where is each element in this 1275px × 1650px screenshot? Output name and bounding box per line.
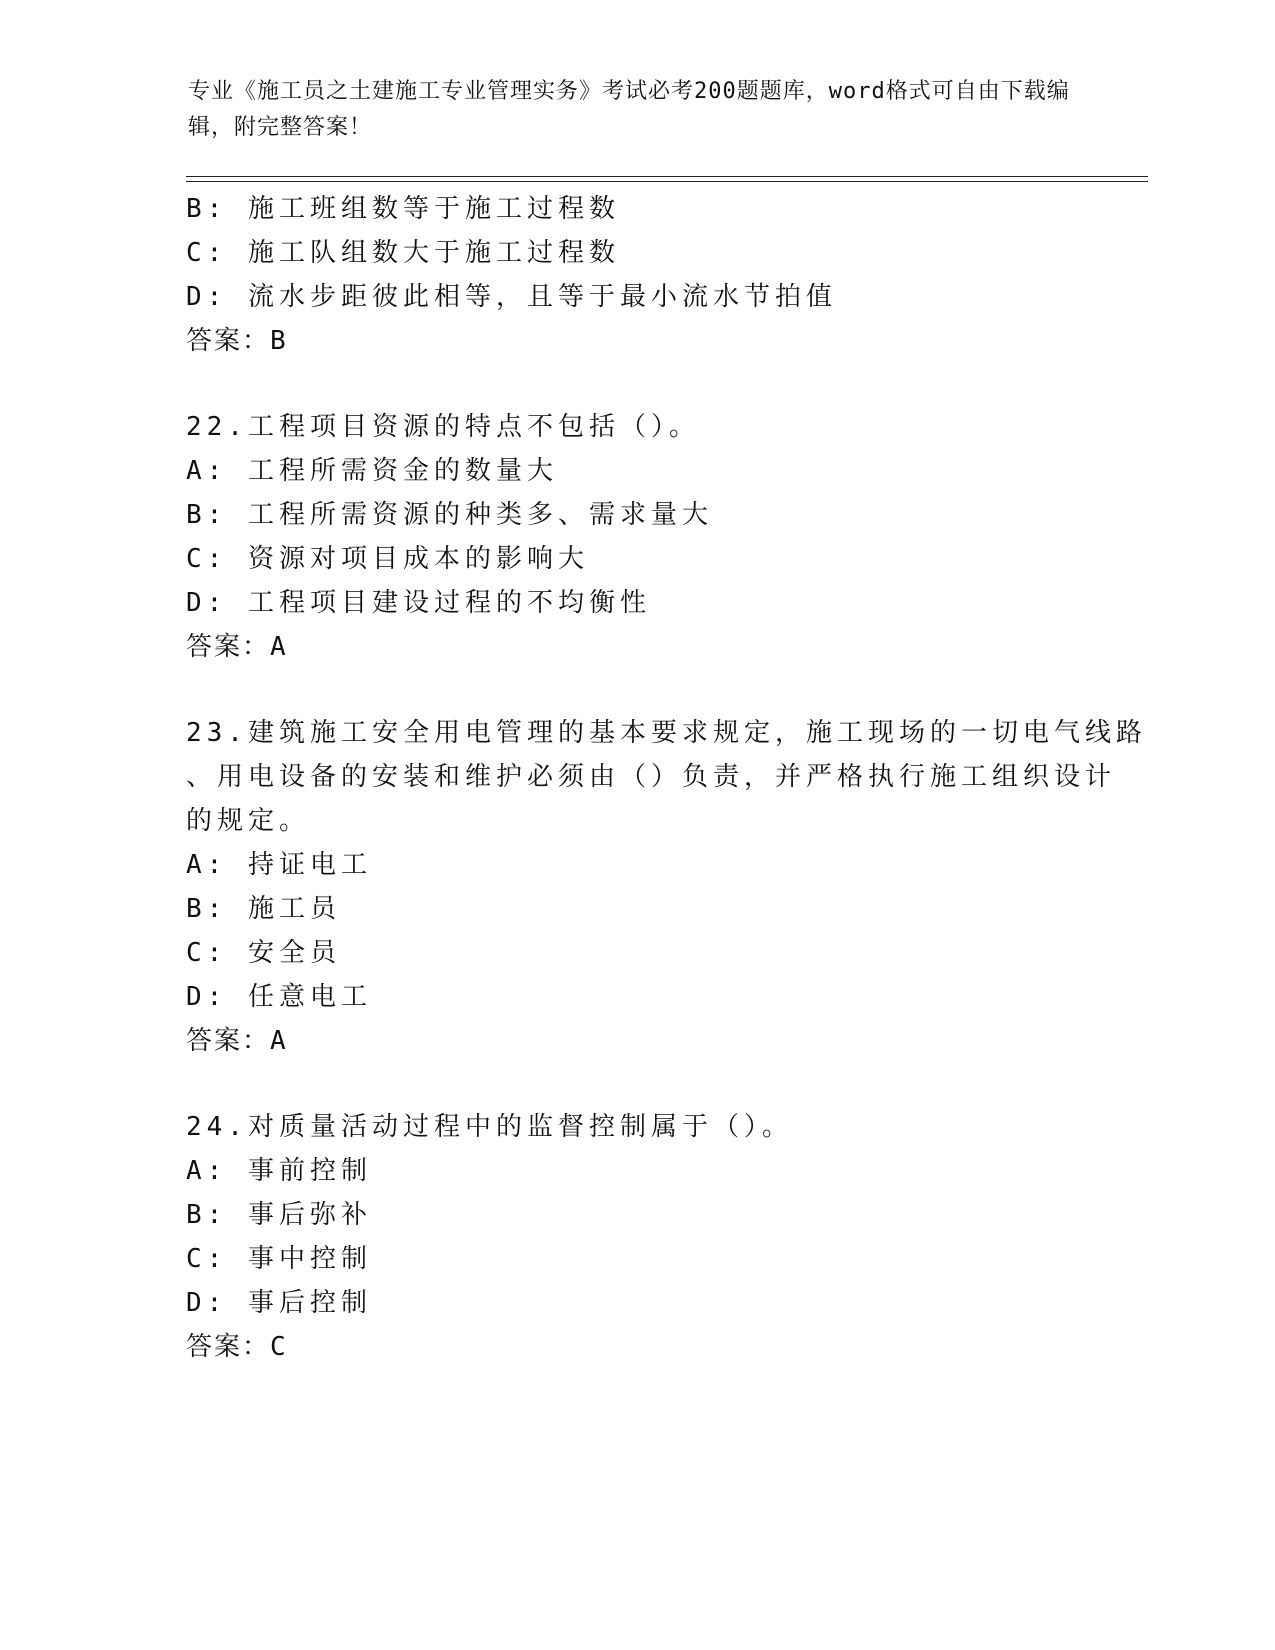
q24-question: 24.对质量活动过程中的监督控制属于（）。 — [186, 1112, 793, 1142]
q21-answer: 答案：B — [186, 326, 288, 356]
q23-option-a: A: 持证电工 — [186, 850, 372, 880]
q24-option-a: A: 事前控制 — [186, 1156, 372, 1186]
q22-option-a: A: 工程所需资金的数量大 — [186, 456, 558, 486]
q23-option-c: C: 安全员 — [186, 938, 341, 968]
q23-option-d: D: 任意电工 — [186, 982, 372, 1012]
q23-option-b: B: 施工员 — [186, 894, 341, 924]
q22-question: 22.工程项目资源的特点不包括（）。 — [186, 412, 700, 442]
q21-option-d: D: 流水步距彼此相等，且等于最小流水节拍值 — [186, 282, 837, 312]
q24-answer: 答案：C — [186, 1332, 288, 1362]
q24-option-b: B: 事后弥补 — [186, 1200, 372, 1230]
q22-option-c: C: 资源对项目成本的影响大 — [186, 544, 589, 574]
q23-question-line-1: 23.建筑施工安全用电管理的基本要求规定，施工现场的一切电气线路 — [186, 718, 1147, 748]
q24-option-d: D: 事后控制 — [186, 1288, 372, 1318]
q22-option-b: B: 工程所需资源的种类多、需求量大 — [186, 500, 713, 530]
document-header: 专业《施工员之土建施工专业管理实务》考试必考200题题库，word格式可自由下载编辑，附完整答案！ — [188, 79, 1070, 140]
q23-answer: 答案：A — [186, 1026, 288, 1056]
q22-answer: 答案：A — [186, 632, 288, 662]
q22-option-d: D: 工程项目建设过程的不均衡性 — [186, 588, 651, 618]
q23-question-line-2: 、用电设备的安装和维护必须由（）负责，并严格执行施工组织设计 — [186, 762, 1117, 792]
q24-option-c: C: 事中控制 — [186, 1244, 372, 1274]
q21-option-b: B: 施工班组数等于施工过程数 — [186, 194, 620, 224]
q23-question-line-3: 的规定。 — [186, 806, 311, 836]
q21-option-c: C: 施工队组数大于施工过程数 — [186, 238, 620, 268]
header-divider — [186, 176, 1148, 182]
